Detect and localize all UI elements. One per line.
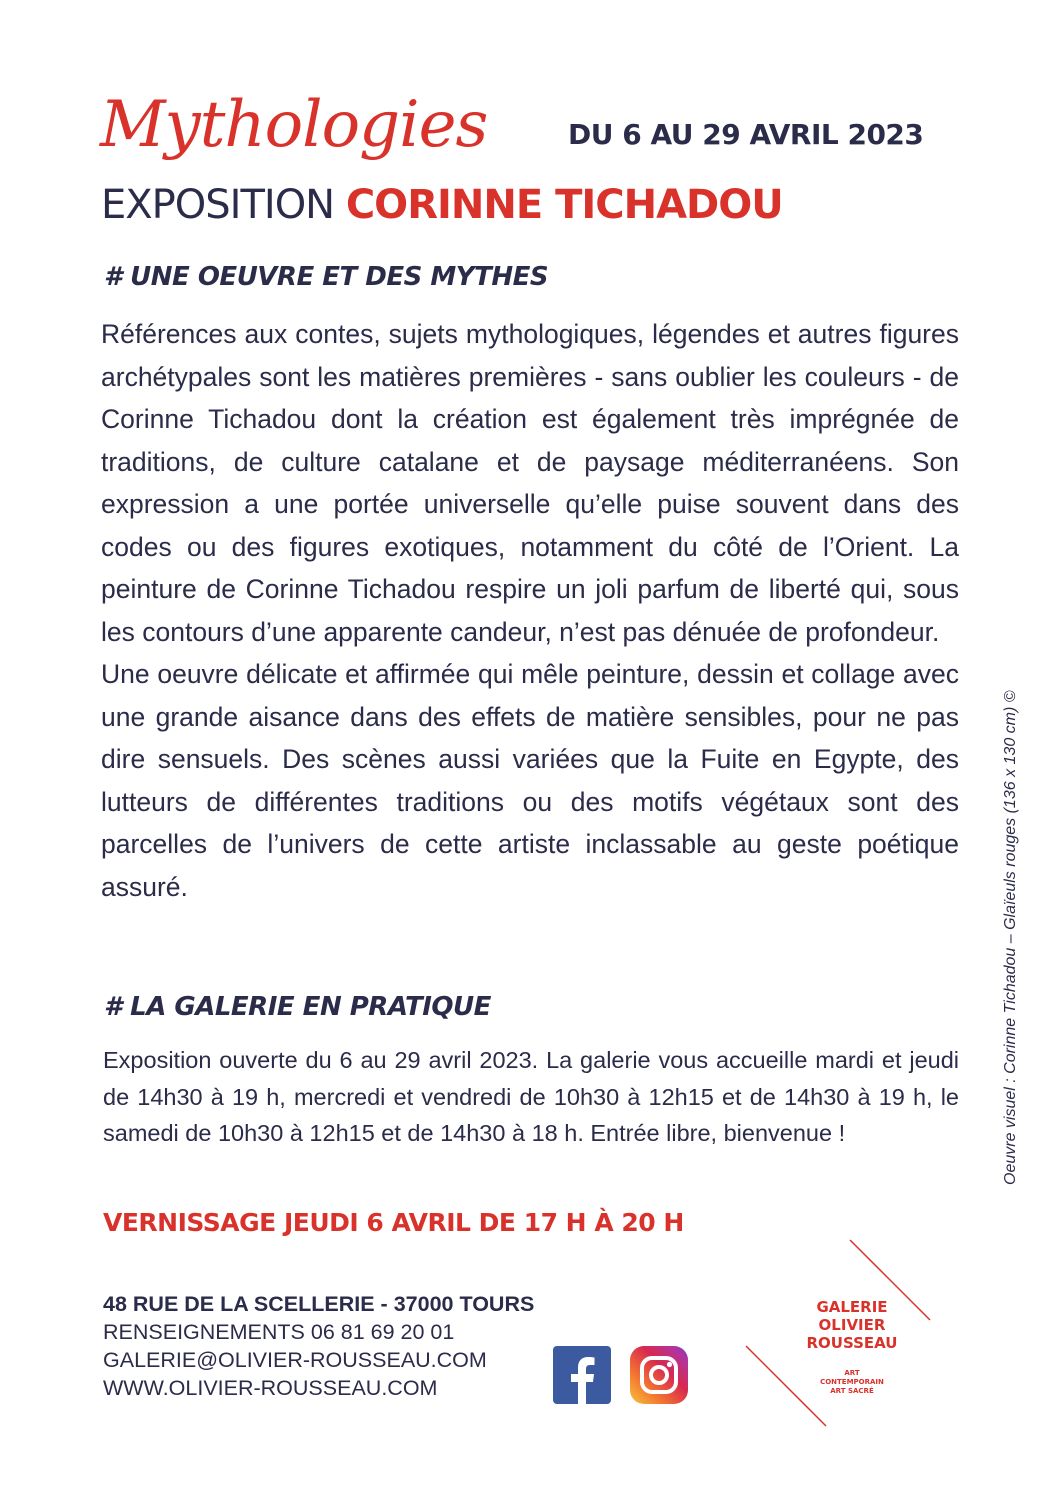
contact-block <box>103 1290 534 1402</box>
section-heading-oeuvre: # UNE OEUVRE ET DES MYTHES <box>104 262 549 292</box>
gallery-logo-name <box>790 1298 914 1352</box>
exhibition-dates: DU 6 AU 29 AVRIL 2023 <box>568 118 924 151</box>
logo-line-rousseau: ROUSSEAU <box>806 1334 898 1352</box>
paragraph-oeuvre-2: Une oeuvre délicate et affirmée qui mêle peinture, dessin et collage avec une grande aisance dans des effets de matière sensibles, pour ne pas dire sensuels. Des scènes aussi variées que la Fuite en Egypte, des lutteurs de différentes traditions ou des motifs végétaux sont des parcelles de l’univers de cette artiste inclassable au geste poétique assuré. <box>101 659 959 902</box>
instagram-icon[interactable] <box>630 1346 688 1404</box>
logo-sub-contemporain: CONTEMPORAIN <box>820 1378 884 1386</box>
facebook-icon-glyph <box>553 1346 611 1404</box>
exhibition-title: Mythologies <box>100 88 488 162</box>
section-body-oeuvre <box>101 313 959 908</box>
paragraph-oeuvre-1: Références aux contes, sujets mythologiques, légendes et autres figures archétypales sont les matières premières - sans oublier les couleurs - de Corinne Tichadou dont la création est également très imprégnée de traditions, de culture catalane et de paysage méditerranéens. Son expression a une portée universelle qu’elle puise souvent dans des codes ou des figures exotiques, notamment du côté de l’Orient. La peinture de Corinne Tichadou respire un joli parfum de liberté qui, sous les contours d’une apparente candeur, n’est pas dénuée de profondeur. <box>101 319 959 647</box>
gallery-email[interactable]: GALERIE@OLIVIER-ROUSSEAU.COM <box>103 1348 487 1372</box>
instagram-icon-glyph <box>630 1346 688 1404</box>
exhibition-subtitle <box>101 182 783 228</box>
gallery-website[interactable]: WWW.OLIVIER-ROUSSEAU.COM <box>103 1376 438 1400</box>
gallery-address: 48 RUE DE LA SCELLERIE - 37000 TOURS <box>103 1292 535 1316</box>
artist-name: CORINNE TICHADOU <box>345 182 783 228</box>
gallery-phone[interactable]: RENSEIGNEMENTS 06 81 69 20 01 <box>103 1320 455 1344</box>
logo-line-galerie: GALERIE <box>816 1298 888 1316</box>
section-heading-pratique: # LA GALERIE EN PRATIQUE <box>104 992 491 1022</box>
gallery-logo-tagline <box>790 1369 914 1396</box>
vernissage-announcement: VERNISSAGE JEUDI 6 AVRIL DE 17 H À 20 H <box>103 1208 684 1237</box>
logo-sub-art: ART <box>844 1369 860 1377</box>
logo-sub-art-sacre: ART SACRÉ <box>830 1387 874 1395</box>
practical-info: Exposition ouverte du 6 au 29 avril 2023. La galerie vous accueille mardi et jeudi de 14h30 à 19 h, mercredi et vendredi de 10h30 à 12h15 et de 14h30 à 19 h, le samedi de 10h30 à 12h15 et de 14h30 à 18 h. Entrée libre, bienvenue ! <box>103 1047 959 1146</box>
artwork-credit: Oeuvre visuel : Corinne Tichadou – Glaïeuls rouges (136 x 130 cm) © <box>1002 690 1019 1185</box>
subtitle-prefix: EXPOSITION <box>101 182 335 228</box>
facebook-icon[interactable] <box>553 1346 611 1404</box>
logo-line-olivier: OLIVIER <box>818 1316 886 1334</box>
